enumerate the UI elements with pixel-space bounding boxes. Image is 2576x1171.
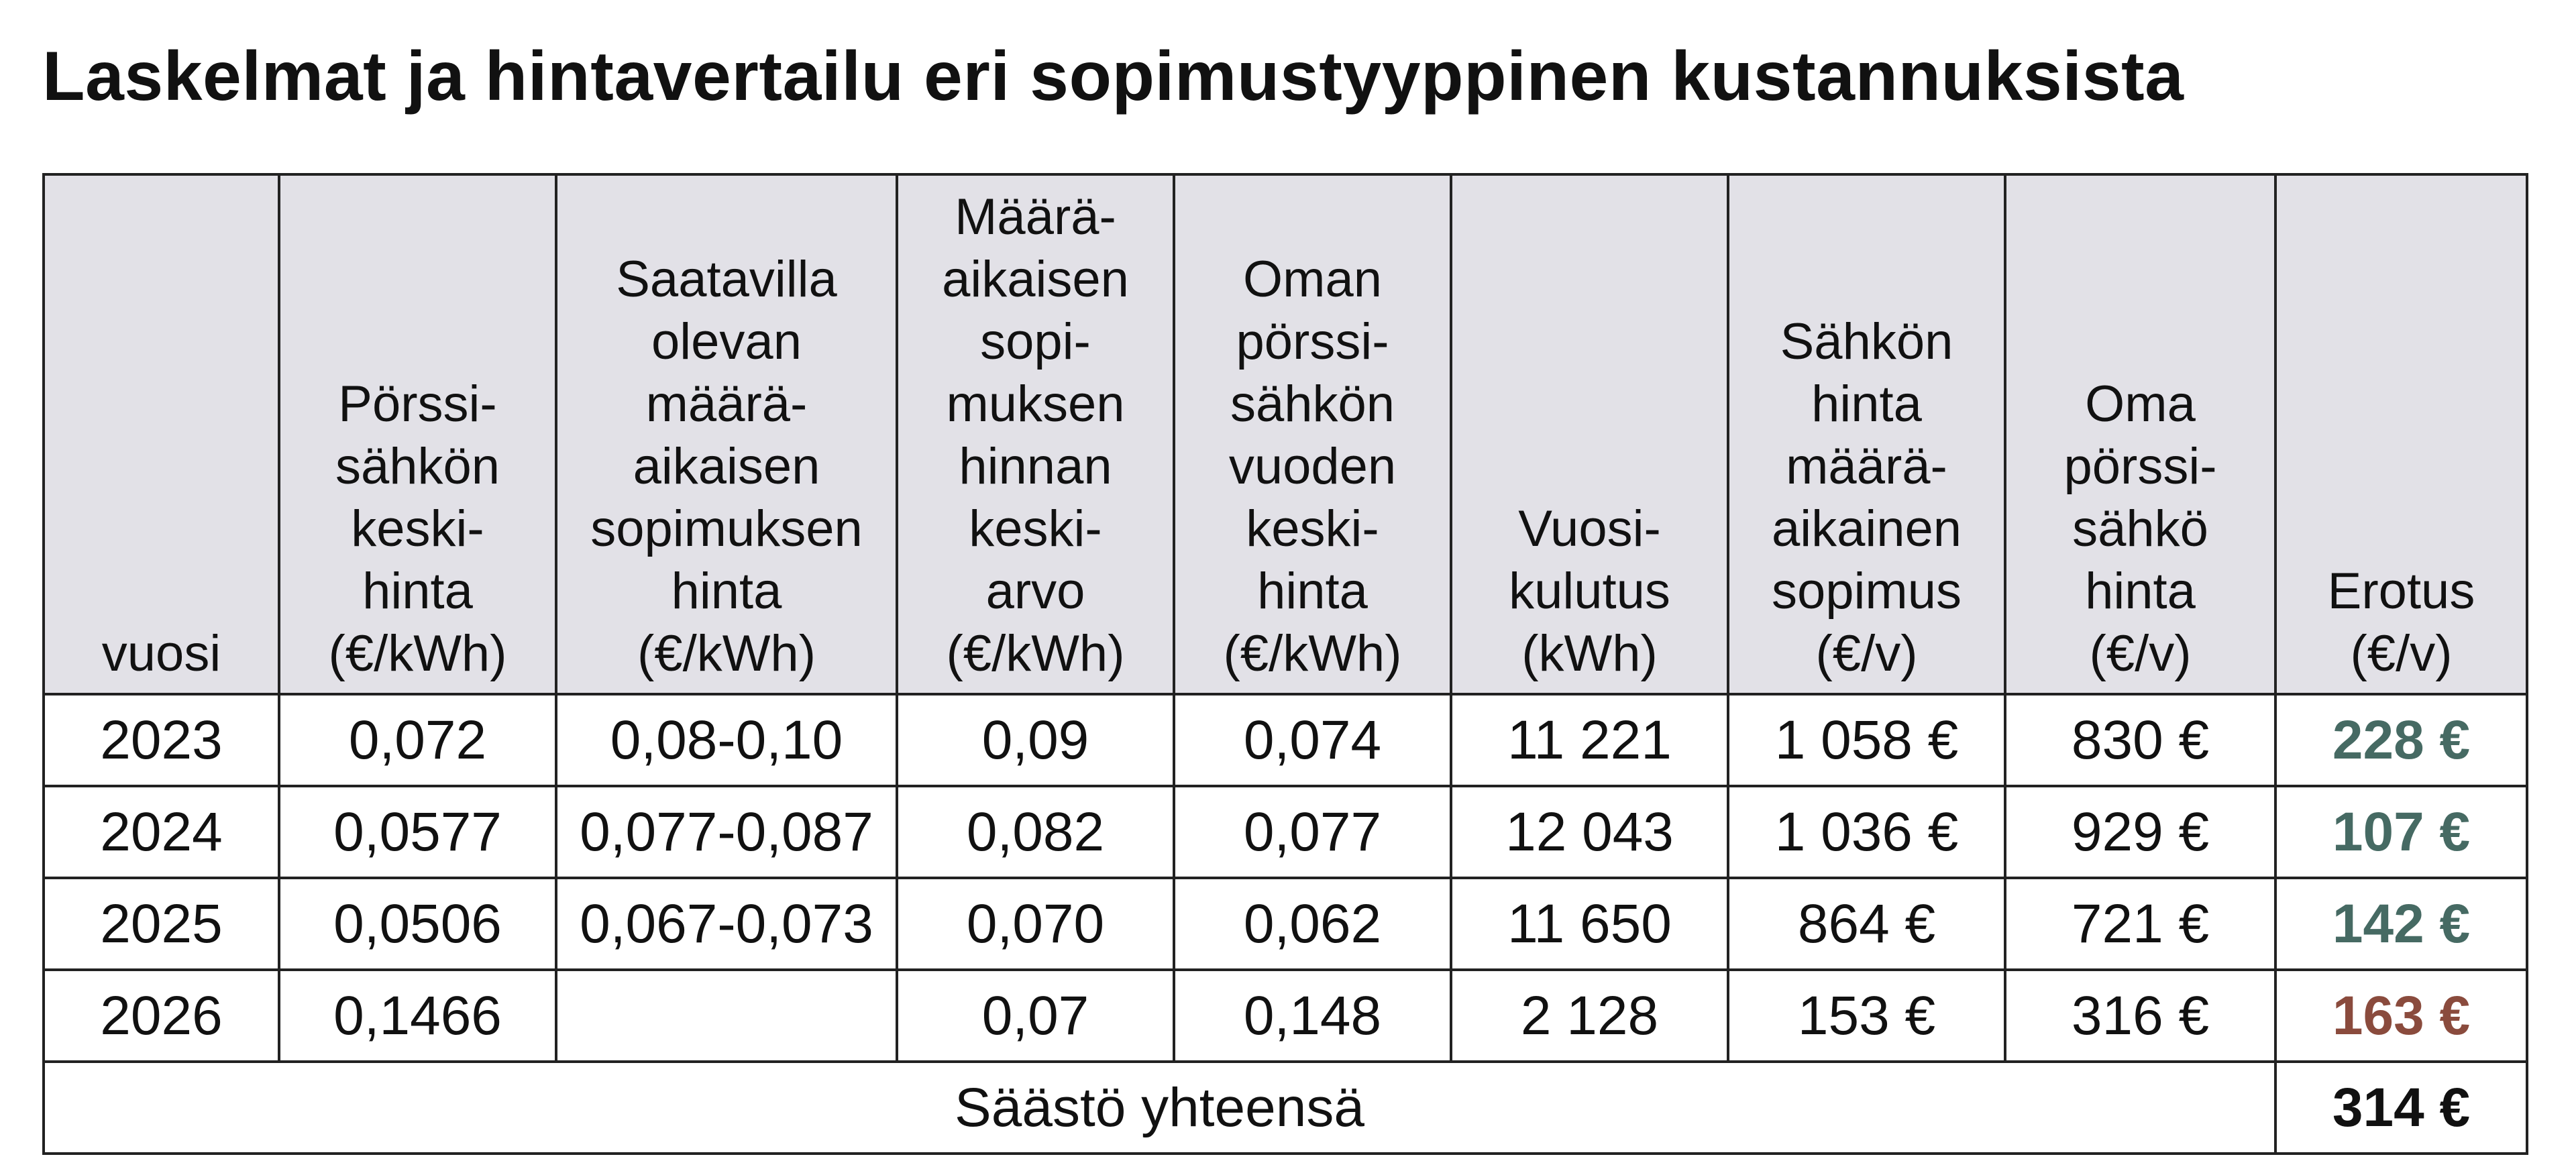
cell-own-spot-cost: 316 €: [2005, 970, 2275, 1062]
cell-fixed-available: 0,067-0,073: [556, 878, 897, 970]
column-header-consumption: [1451, 174, 1728, 694]
column-header-line: aikaisen: [942, 251, 1129, 308]
column-header-line: (€/v): [2350, 625, 2453, 682]
column-header-fixed-available: [556, 174, 897, 694]
cell-difference: 142 €: [2275, 878, 2527, 970]
table-header-row: [44, 174, 2527, 694]
column-header-line: hinnan: [959, 438, 1112, 495]
cell-difference: 107 €: [2275, 786, 2527, 878]
column-header-line: hinta: [362, 563, 473, 620]
column-header-line: (€/kWh): [946, 625, 1125, 682]
column-header-line: kulutus: [1509, 563, 1670, 620]
cell-fixed-available: 0,077-0,087: [556, 786, 897, 878]
cell-fixed-cost: 864 €: [1728, 878, 2005, 970]
total-value: 314 €: [2275, 1062, 2527, 1154]
column-header-line: aikaisen: [633, 438, 820, 495]
cell-fixed-avg: 0,070: [897, 878, 1174, 970]
cell-fixed-cost: 1 036 €: [1728, 786, 2005, 878]
cell-own-spot-avg: 0,077: [1174, 786, 1451, 878]
cell-consumption: 2 128: [1451, 970, 1728, 1062]
table-row: [44, 786, 2527, 878]
cell-difference: 228 €: [2275, 694, 2527, 786]
cell-own-spot-cost: 721 €: [2005, 878, 2275, 970]
column-header-difference: [2275, 174, 2527, 694]
column-header-line: Määrä-: [955, 188, 1116, 245]
cell-fixed-available: [556, 970, 897, 1062]
column-header-line: sähkön: [1230, 376, 1395, 433]
column-header-line: (€/kWh): [637, 625, 816, 682]
column-header-line: sähkön: [335, 438, 500, 495]
cell-fixed-avg: 0,07: [897, 970, 1174, 1062]
cell-own-spot-avg: 0,062: [1174, 878, 1451, 970]
column-header-line: sopi-: [980, 313, 1091, 370]
cell-year: 2025: [44, 878, 279, 970]
column-header-line: Erotus: [2327, 563, 2475, 620]
cell-fixed-avg: 0,09: [897, 694, 1174, 786]
cell-consumption: 12 043: [1451, 786, 1728, 878]
column-header-line: hinta: [2085, 563, 2196, 620]
cell-spot-avg: 0,0577: [279, 786, 556, 878]
page-title: Laskelmat ja hintavertailu eri sopimustyyppinen kustannuksista: [42, 38, 2184, 115]
cell-spot-avg: 0,072: [279, 694, 556, 786]
column-header-line: pörssi-: [2063, 438, 2217, 495]
column-header-line: keski-: [1246, 500, 1379, 557]
column-header-line: sopimus: [1772, 563, 1962, 620]
column-header-line: olevan: [651, 313, 802, 370]
column-header-own-spot-cost: [2005, 174, 2275, 694]
column-header-line: Oma: [2085, 376, 2196, 433]
cell-year: 2023: [44, 694, 279, 786]
column-header-line: Oman: [1243, 251, 1382, 308]
cell-own-spot-avg: 0,074: [1174, 694, 1451, 786]
column-header-line: hinta: [1811, 376, 1922, 433]
column-header-line: määrä-: [645, 376, 808, 433]
column-header-line: Pörssi-: [338, 376, 497, 433]
column-header-line: aikainen: [1771, 500, 1962, 557]
cell-spot-avg: 0,0506: [279, 878, 556, 970]
column-header-line: (€/kWh): [1223, 625, 1402, 682]
table-body: [44, 694, 2527, 1062]
cell-year: 2026: [44, 970, 279, 1062]
column-header-own-spot-avg: [1174, 174, 1451, 694]
table-row: [44, 694, 2527, 786]
column-header-line: määrä-: [1786, 438, 1947, 495]
column-header-line: sopimuksen: [590, 500, 863, 557]
cell-difference: 163 €: [2275, 970, 2527, 1062]
column-header-line: (€/v): [1815, 625, 1918, 682]
cell-consumption: 11 650: [1451, 878, 1728, 970]
cell-own-spot-cost: 929 €: [2005, 786, 2275, 878]
column-header-line: keski-: [969, 500, 1102, 557]
table-row: [44, 878, 2527, 970]
column-header-line: pörssi-: [1236, 313, 1389, 370]
column-header-line: vuosi: [101, 625, 221, 682]
column-header-line: Sähkön: [1780, 313, 1953, 370]
cell-year: 2024: [44, 786, 279, 878]
total-label: Säästö yhteensä: [44, 1062, 2275, 1154]
column-header-spot-avg: [279, 174, 556, 694]
column-header-line: arvo: [985, 563, 1085, 620]
column-header-line: hinta: [1257, 563, 1368, 620]
column-header-line: muksen: [946, 376, 1125, 433]
cell-fixed-cost: 1 058 €: [1728, 694, 2005, 786]
total-row: [44, 1062, 2527, 1154]
column-header-line: hinta: [671, 563, 782, 620]
cell-fixed-cost: 153 €: [1728, 970, 2005, 1062]
cell-spot-avg: 0,1466: [279, 970, 556, 1062]
column-header-line: Saatavilla: [616, 251, 837, 308]
cell-fixed-avg: 0,082: [897, 786, 1174, 878]
table-row: [44, 970, 2527, 1062]
column-header-line: (kWh): [1521, 625, 1658, 682]
column-header-year: [44, 174, 279, 694]
cell-fixed-available: 0,08-0,10: [556, 694, 897, 786]
column-header-line: (€/v): [2089, 625, 2192, 682]
column-header-line: vuoden: [1228, 438, 1397, 495]
column-header-line: (€/kWh): [328, 625, 507, 682]
column-header-line: sähkö: [2072, 500, 2208, 557]
cell-own-spot-cost: 830 €: [2005, 694, 2275, 786]
column-header-fixed-cost: [1728, 174, 2005, 694]
column-header-fixed-avg: [897, 174, 1174, 694]
column-header-line: Vuosi-: [1518, 500, 1661, 557]
cell-consumption: 11 221: [1451, 694, 1728, 786]
column-header-line: keski-: [351, 500, 484, 557]
cell-own-spot-avg: 0,148: [1174, 970, 1451, 1062]
price-comparison-table: [42, 173, 2528, 1155]
